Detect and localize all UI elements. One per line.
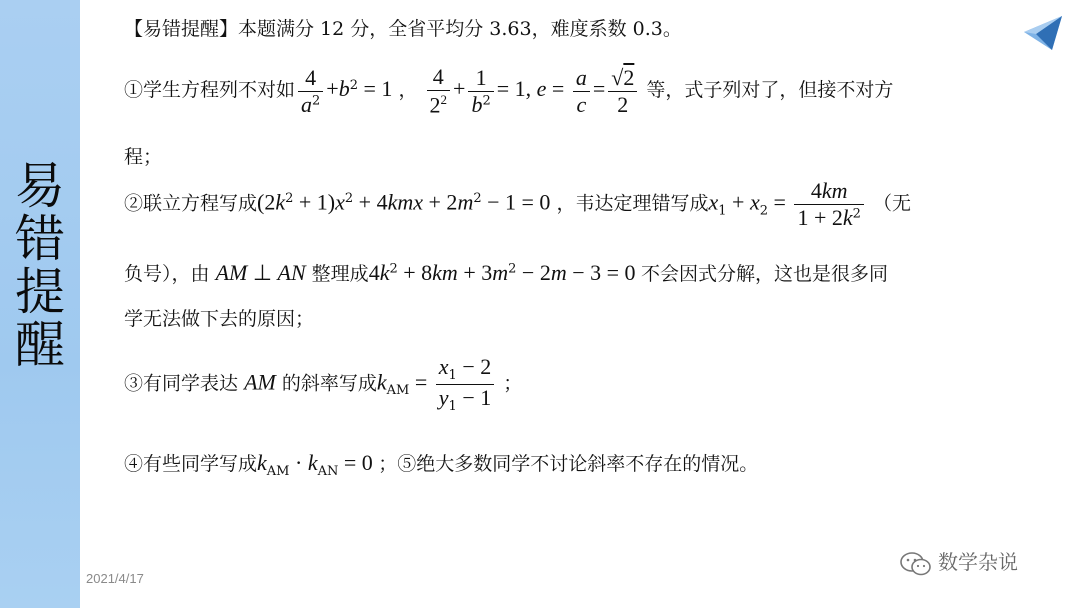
item-2-mid: ，韦达定理错写成 <box>556 192 709 215</box>
fraction-4-over-a2: $\frac{4}{a^2}$ <box>298 67 323 116</box>
item-3-tail: ； <box>503 372 523 395</box>
item-3: ③有同学表达 AM 的斜率写成$k_{AM}$ = $\frac{x_1 - 2}{y_1 - 1}$ ； <box>124 354 523 414</box>
item-2-line2c: 不会因式分解，这也是很多同 <box>641 263 889 285</box>
item-1-line2: 程； <box>124 146 163 168</box>
item-4-lead: ④有些同学写成 <box>124 453 258 475</box>
item-1-continuation <box>124 148 162 167</box>
item-1-tail: 等，式子列对了，但接不对方 <box>646 79 894 102</box>
sidebar-title-text: 易错提醒 <box>15 157 65 374</box>
fraction-a-over-c: $\frac{a}{c}$ <box>573 67 590 116</box>
watermark <box>900 546 1018 577</box>
watermark-text: 数学杂说 <box>938 550 1018 574</box>
item-2-line2b: 整理成 <box>311 263 369 285</box>
item-1-lead: ①学生方程列不对如 <box>124 79 296 102</box>
header-text: 【易错提醒】本题满分 12 分，全省平均分 3.63，难度系数 0.3。 <box>124 18 682 40</box>
item-2-continuation: 负号），由 AM ⊥ AN 整理成$4k^2 + 8km + 3m^2 - 2m - 3 = 0$ 不会因式分解，这也是很多同 <box>124 260 889 285</box>
fraction-4-over-2sq: $\frac{4}{2^2}$ <box>427 66 451 116</box>
slide-date: 2021/4/17 <box>86 571 144 586</box>
item-2-lead: ②联立方程写成 <box>124 192 258 215</box>
item-2-line3 <box>124 310 314 329</box>
item-2-line2a: 负号），由 <box>124 263 210 285</box>
item-2: ②联立方程写成$(2k^2 + 1)x^2 + 4kmx + 2m^2 - 1 = 0$ ，韦达定理错写成$x_1 + x_2$ = $\frac{4km}{1 + 2k^2}$ （无 <box>124 178 911 230</box>
item-1-mid: ， <box>398 79 418 102</box>
fraction-sqrt2-over-2: $\frac{√2}{2}$ <box>608 67 637 116</box>
fraction-1-over-b2: $\frac{1}{b^2}$ <box>468 67 493 116</box>
wechat-icon <box>900 551 932 577</box>
item-1: ①学生方程列不对如 $\frac{4}{a^2}$ $+b^2 = 1$ ， $\frac{4}{2^2}$ + $\frac{1}{b^2}$ = 1, e = $\frac{a}{c}$ = $\frac{√2}{2}$ 等，式子列对了，但接不对方 <box>124 64 894 118</box>
item-3-lead: ③有同学表达 <box>124 372 239 395</box>
logo-icon <box>1022 16 1064 52</box>
fraction-x1-2-over-y1-1: $\frac{x_1 - 2}{y_1 - 1}$ <box>436 356 494 413</box>
item-4-tail: ；⑤绝大多数同学不讨论斜率不存在的情况。 <box>378 453 759 475</box>
fraction-4km-over-1-2k2: $\frac{4km}{1 + 2k^2}$ <box>794 180 863 229</box>
sidebar <box>0 0 80 608</box>
item-2-line3-text: 学无法做下去的原因； <box>124 308 315 330</box>
sidebar-title <box>8 157 72 374</box>
header-note <box>124 20 682 39</box>
item-4: ④有些同学写成$k_{AM} \cdot k_{AN} = 0$ ；⑤绝大多数同学不讨论斜率不存在的情况。 <box>124 450 759 479</box>
item-3-mid: 的斜率写成 <box>281 372 377 395</box>
item-2-tail: （无 <box>872 192 911 215</box>
